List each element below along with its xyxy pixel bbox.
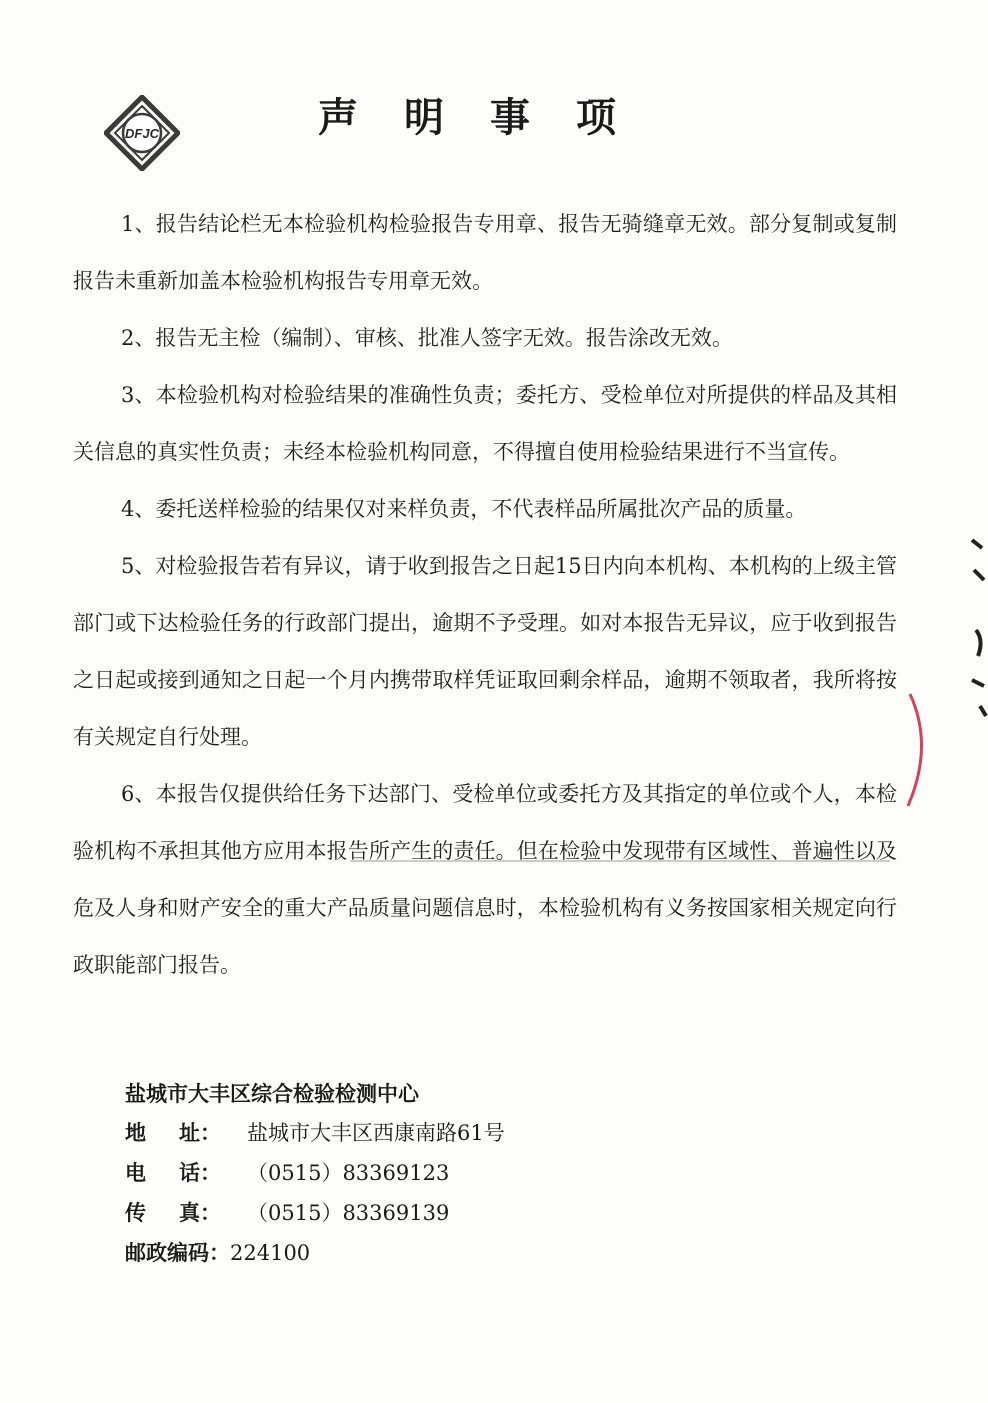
clause-1: 1、报告结论栏无本检验机构检验报告专用章、报告无骑缝章无效。部分复制或复制报告未重新加盖本检验机构报告专用章无效。 [73, 212, 897, 293]
contact-block [125, 1074, 645, 1273]
clause-4: 4、委托送样检验的结果仅对来样负责，不代表样品所属批次产品的质量。 [121, 497, 807, 521]
clause-6: 6、本报告仅提供给任务下达部门、受检单位或委托方及其指定的单位或个人，本检验机构不承担其他方应用本报告所产生的责任。但在检验中发现带有区域性、普遍性以及危及人身和财产安全的重大产品质量问题信息时，本检验机构有义务按国家相关规定向行政职能部门报告。 [73, 782, 897, 977]
bleed-through-marks [958, 530, 988, 730]
address-row [125, 1113, 645, 1153]
underline-scan-mark [350, 858, 890, 864]
postcode-row [125, 1233, 645, 1273]
clause-3: 3、本检验机构对检验结果的准确性负责；委托方、受检单位对所提供的样品及其相关信息的真实性负责；未经本检验机构同意，不得擅自使用检验结果进行不当宣传。 [73, 383, 897, 464]
phone-row [125, 1153, 645, 1193]
seal-edge-arc [890, 690, 950, 810]
phone-value: （0515）83369123 [247, 1161, 450, 1185]
clause-list [73, 196, 897, 994]
address-label: 地 址： [125, 1120, 221, 1145]
fax-label: 传 真： [125, 1200, 221, 1225]
dfjc-logo [104, 95, 180, 171]
dfjc-logo-icon [104, 95, 180, 171]
phone-label: 电 话： [125, 1160, 221, 1185]
fax-value: （0515）83369139 [247, 1201, 450, 1225]
clause-2: 2、报告无主检（编制）、审核、批准人签字无效。报告涂改无效。 [121, 326, 733, 350]
address-value: 盐城市大丰区西康南路61号 [247, 1121, 505, 1145]
postcode-label: 邮政编码： [125, 1240, 230, 1265]
clause-5: 5、对检验报告若有异议，请于收到报告之日起15日内向本机构、本机构的上级主管部门或下达检验任务的行政部门提出，逾期不予受理。如对本报告无异议，应于收到报告之日起或接到通知之日起一个月内携带取样凭证取回剩余样品，逾期不领取者，我所将按有关规定自行处理。 [73, 554, 897, 749]
organization-name: 盐城市大丰区综合检验检测中心 [125, 1081, 419, 1106]
fax-row [125, 1193, 645, 1233]
page-title: 声明事项 [318, 94, 662, 141]
postcode-value: 224100 [230, 1241, 311, 1265]
logo-mark-text: DFJC [125, 126, 159, 141]
